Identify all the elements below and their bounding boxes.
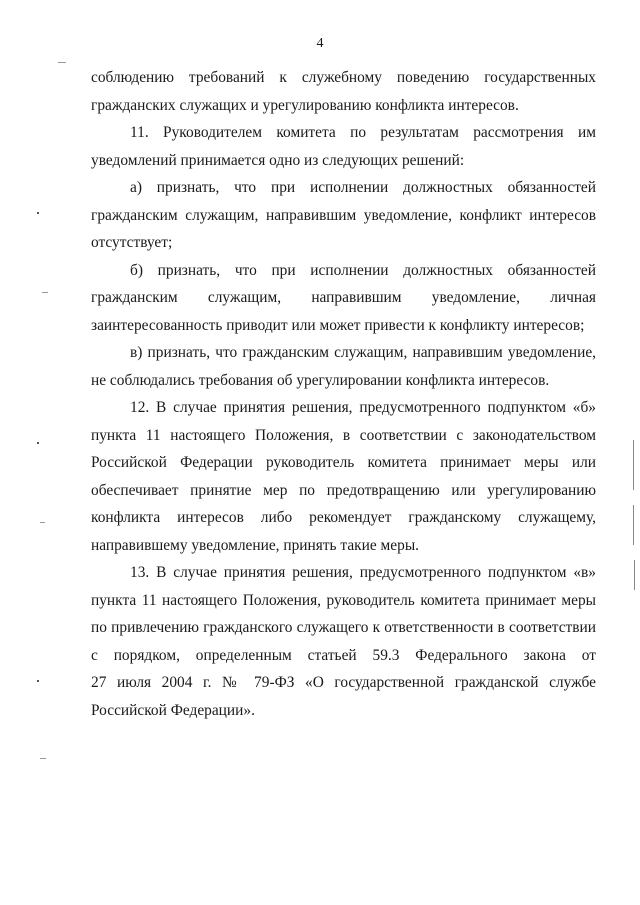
text-line: в) признать, что гражданским служащим, направившим уведомление, [130, 344, 596, 361]
text-line: с порядком, определенным статьей 59.3 Федерального закона от [91, 646, 596, 664]
scan-mark [37, 442, 39, 444]
text-line: направившему уведомление, принять такие меры. [91, 536, 420, 554]
text-line: не соблюдались требования об урегулировании конфликта интересов. [91, 371, 550, 389]
text-line: пункта 11 настоящего Положения, в соответствии с законодательством [91, 426, 596, 444]
text-line: отсутствует; [91, 234, 173, 251]
text-line: 27 июля 2004 г. № 79-ФЗ «О государственной гражданской службе [91, 674, 596, 691]
text-line: соблюдению требований к служебному поведению государственных [91, 69, 596, 86]
text-line: конфликта интересов либо рекомендует гражданскому служащему, [91, 509, 596, 526]
text-line: 11. Руководителем комитета по результатам рассмотрения им [130, 124, 596, 141]
scan-mark [40, 522, 45, 523]
text-line: а) признать, что при исполнении должностных обязанностей [130, 179, 596, 196]
scan-mark [58, 62, 66, 63]
text-line: уведомлений принимается одно из следующих решений: [91, 151, 465, 169]
text-line: Российской Федерации руководитель комитета принимает меры или [91, 454, 596, 471]
text-line: 12. В случае принятия решения, предусмотренного подпунктом «б» [130, 399, 596, 416]
scan-mark [42, 292, 48, 293]
text-line: по привлечению гражданского служащего к ответственности в соответствии [91, 619, 596, 636]
text-line: пункта 11 настоящего Положения, руководитель комитета принимает меры [91, 591, 596, 609]
scan-mark [40, 758, 46, 759]
scan-mark [633, 505, 634, 545]
text-line: гражданским служащим, направившим уведомление, личная [91, 289, 596, 306]
text-line: б) признать, что при исполнении должностных обязанностей [130, 261, 596, 279]
page-number: 4 [316, 36, 324, 51]
scan-mark [633, 440, 634, 490]
scan-mark [37, 680, 39, 682]
text-line: Российской Федерации». [91, 701, 255, 719]
document-body [91, 64, 596, 724]
scan-mark [634, 560, 635, 590]
text-line: заинтересованность приводит или может привести к конфликту интересов; [91, 316, 585, 334]
text-line: гражданским служащим, направившим уведомление, конфликт интересов [91, 206, 596, 224]
text-line: 13. В случае принятия решения, предусмотренного подпунктом «в» [130, 564, 596, 581]
scan-mark [37, 212, 39, 214]
text-line: обеспечивает принятие мер по предотвращению или урегулированию [91, 481, 596, 499]
text-line: гражданских служащих и урегулированию конфликта интересов. [91, 96, 519, 114]
